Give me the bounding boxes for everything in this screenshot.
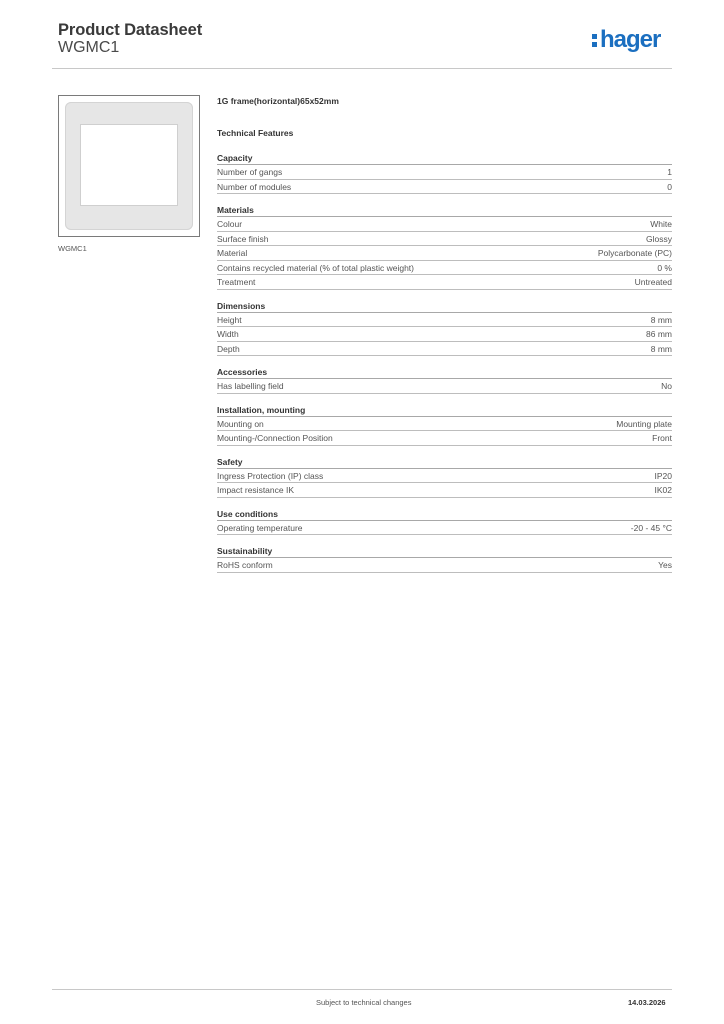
- spec-row: [217, 379, 672, 394]
- spec-label: Width: [217, 329, 239, 339]
- document-title: Product Datasheet: [58, 21, 203, 39]
- spec-value: 0 %: [657, 262, 672, 273]
- section-title: Sustainability: [217, 545, 672, 558]
- product-code: WGMC1: [58, 39, 120, 56]
- hager-logo: [592, 27, 660, 53]
- section-title: Use conditions: [217, 508, 672, 521]
- spec-value: Polycarbonate (PC): [597, 248, 672, 258]
- section-title: Dimensions: [217, 300, 672, 313]
- logo-text: hager: [600, 26, 661, 53]
- spec-row: [217, 165, 672, 180]
- spec-value: Glossy: [646, 233, 672, 244]
- spec-section: [217, 404, 672, 446]
- spec-row: [217, 469, 672, 484]
- spec-section: [217, 456, 672, 498]
- frame-opening: [80, 124, 178, 206]
- image-caption: WGMC1: [58, 244, 87, 253]
- spec-section: [217, 545, 672, 573]
- section-title: Materials: [217, 204, 672, 217]
- frame-outer-shape: [65, 102, 193, 230]
- spec-row: [217, 417, 672, 432]
- spec-label: Treatment: [217, 277, 256, 287]
- spec-value: Yes: [658, 560, 672, 570]
- spec-row: [217, 431, 672, 446]
- spec-value: IK02: [654, 485, 672, 495]
- spec-value: -20 - 45 °C: [630, 522, 672, 533]
- product-image: [58, 95, 200, 237]
- spec-label: RoHS conform: [217, 560, 273, 570]
- section-title: Accessories: [217, 366, 672, 379]
- spec-sections: [217, 152, 672, 573]
- spec-value: Untreated: [634, 277, 672, 287]
- spec-label: Number of gangs: [217, 167, 283, 177]
- spec-section: [217, 152, 672, 194]
- section-title: Safety: [217, 456, 672, 469]
- spec-row: [217, 521, 672, 536]
- spec-row: [217, 275, 672, 290]
- spec-value: IP20: [654, 470, 672, 481]
- spec-value: 8 mm: [650, 343, 672, 354]
- logo-colon-icon: [592, 32, 598, 48]
- spec-row: [217, 217, 672, 232]
- spec-row: [217, 232, 672, 247]
- spec-row: [217, 246, 672, 261]
- spec-value: No: [661, 381, 672, 391]
- spec-label: Height: [217, 314, 242, 325]
- spec-label: Operating temperature: [217, 522, 303, 533]
- spec-value: 1: [667, 167, 672, 177]
- spec-value: Mounting plate: [616, 418, 672, 429]
- spec-row: [217, 327, 672, 342]
- spec-label: Mounting on: [217, 418, 264, 429]
- spec-section: [217, 204, 672, 290]
- section-title: Installation, mounting: [217, 404, 672, 417]
- header-divider: [52, 68, 672, 69]
- spec-value: 0: [667, 181, 672, 192]
- spec-row: [217, 180, 672, 195]
- spec-label: Has labelling field: [217, 381, 284, 391]
- spec-section: [217, 300, 672, 357]
- spec-value: 86 mm: [646, 329, 672, 339]
- spec-row: [217, 483, 672, 498]
- spec-value: White: [650, 219, 672, 229]
- spec-row: [217, 261, 672, 276]
- spec-section: [217, 508, 672, 536]
- product-description: 1G frame(horizontal)65x52mm: [217, 96, 339, 106]
- footer-date: 14.03.2026: [628, 998, 666, 1007]
- spec-label: Number of modules: [217, 181, 292, 192]
- section-title: Capacity: [217, 152, 672, 165]
- spec-label: Impact resistance IK: [217, 485, 295, 495]
- spec-label: Contains recycled material (% of total plastic weight): [217, 262, 414, 273]
- footer-divider: [52, 989, 672, 990]
- spec-label: Material: [217, 248, 248, 258]
- spec-label: Depth: [217, 343, 240, 354]
- spec-value: Front: [652, 433, 672, 443]
- spec-label: Surface finish: [217, 233, 269, 244]
- spec-content: [217, 96, 672, 583]
- footer-note: Subject to technical changes: [316, 998, 412, 1007]
- spec-row: [217, 342, 672, 357]
- spec-label: Colour: [217, 219, 243, 229]
- spec-section: [217, 366, 672, 394]
- technical-features-heading: Technical Features: [217, 128, 294, 138]
- spec-label: Ingress Protection (IP) class: [217, 470, 324, 481]
- spec-row: [217, 558, 672, 573]
- spec-label: Mounting-/Connection Position: [217, 433, 333, 443]
- spec-row: [217, 313, 672, 328]
- spec-value: 8 mm: [650, 314, 672, 325]
